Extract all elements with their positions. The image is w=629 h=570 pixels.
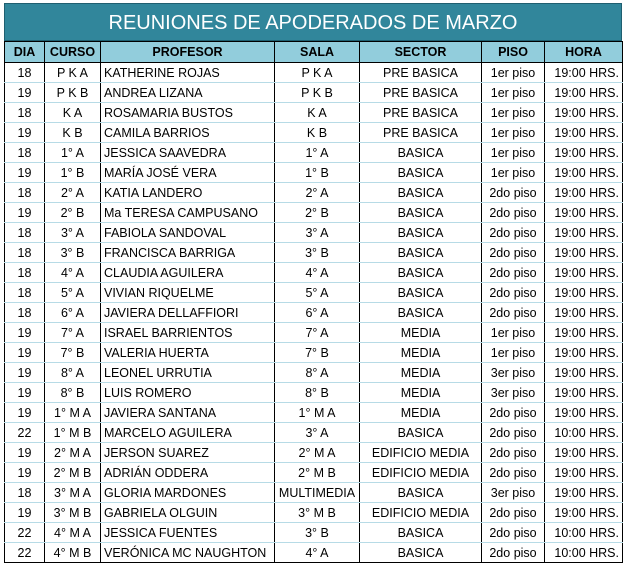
cell-hora: 19:00 HRS.: [545, 483, 623, 503]
cell-hora: 19:00 HRS.: [545, 163, 623, 183]
cell-curso: 2° M B: [45, 463, 101, 483]
cell-sala: K B: [275, 123, 360, 143]
cell-dia: 19: [5, 203, 45, 223]
cell-hora: 19:00 HRS.: [545, 243, 623, 263]
cell-sala: 8° A: [275, 363, 360, 383]
table-row: [5, 143, 623, 163]
cell-piso: 2do piso: [482, 243, 545, 263]
cell-sector: PRE BASICA: [360, 103, 482, 123]
cell-sala: 4° A: [275, 263, 360, 283]
cell-piso: 2do piso: [482, 463, 545, 483]
cell-profesor: JAVIERA DELLAFFIORI: [101, 303, 275, 323]
cell-dia: 19: [5, 403, 45, 423]
table-row: [5, 203, 623, 223]
cell-profesor: VIVIAN RIQUELME: [101, 283, 275, 303]
table-row: [5, 183, 623, 203]
column-header-hora: HORA: [545, 42, 623, 63]
cell-sector: BASICA: [360, 243, 482, 263]
cell-hora: 19:00 HRS.: [545, 403, 623, 423]
cell-piso: 1er piso: [482, 103, 545, 123]
cell-dia: 22: [5, 543, 45, 563]
cell-dia: 19: [5, 383, 45, 403]
cell-sector: BASICA: [360, 523, 482, 543]
cell-curso: 1° A: [45, 143, 101, 163]
cell-dia: 18: [5, 303, 45, 323]
cell-sector: BASICA: [360, 143, 482, 163]
cell-sala: 2° A: [275, 183, 360, 203]
cell-hora: 19:00 HRS.: [545, 363, 623, 383]
cell-sala: 2° M B: [275, 463, 360, 483]
cell-curso: 4° M A: [45, 523, 101, 543]
cell-piso: 3er piso: [482, 483, 545, 503]
cell-dia: 19: [5, 123, 45, 143]
cell-sector: BASICA: [360, 543, 482, 563]
cell-sector: MEDIA: [360, 383, 482, 403]
table-row: [5, 63, 623, 83]
cell-profesor: CAMILA BARRIOS: [101, 123, 275, 143]
cell-sector: BASICA: [360, 163, 482, 183]
cell-profesor: LUIS ROMERO: [101, 383, 275, 403]
table-row: [5, 243, 623, 263]
table-row: [5, 403, 623, 423]
table-row: [5, 443, 623, 463]
cell-hora: 19:00 HRS.: [545, 463, 623, 483]
cell-piso: 1er piso: [482, 123, 545, 143]
cell-hora: 19:00 HRS.: [545, 323, 623, 343]
cell-piso: 2do piso: [482, 203, 545, 223]
cell-piso: 2do piso: [482, 423, 545, 443]
cell-sala: P K B: [275, 83, 360, 103]
cell-curso: 3° B: [45, 243, 101, 263]
cell-hora: 19:00 HRS.: [545, 283, 623, 303]
cell-piso: 3er piso: [482, 383, 545, 403]
cell-sector: BASICA: [360, 303, 482, 323]
cell-piso: 2do piso: [482, 283, 545, 303]
column-header-curso: CURSO: [45, 42, 101, 63]
cell-dia: 19: [5, 363, 45, 383]
cell-piso: 2do piso: [482, 443, 545, 463]
column-header-profesor: PROFESOR: [101, 42, 275, 63]
cell-hora: 10:00 HRS.: [545, 523, 623, 543]
cell-sala: 1° M A: [275, 403, 360, 423]
cell-curso: 2° M A: [45, 443, 101, 463]
cell-sala: 2° B: [275, 203, 360, 223]
cell-profesor: FABIOLA SANDOVAL: [101, 223, 275, 243]
cell-curso: 8° A: [45, 363, 101, 383]
cell-profesor: LEONEL URRUTIA: [101, 363, 275, 383]
cell-piso: 1er piso: [482, 83, 545, 103]
cell-sector: BASICA: [360, 183, 482, 203]
cell-sector: EDIFICIO MEDIA: [360, 503, 482, 523]
cell-sala: 3° B: [275, 523, 360, 543]
cell-hora: 10:00 HRS.: [545, 423, 623, 443]
cell-hora: 19:00 HRS.: [545, 443, 623, 463]
cell-curso: 1° M A: [45, 403, 101, 423]
table-row: [5, 483, 623, 503]
column-header-dia: DIA: [5, 42, 45, 63]
cell-curso: 1° M B: [45, 423, 101, 443]
cell-profesor: JESSICA FUENTES: [101, 523, 275, 543]
table-header: [5, 42, 623, 63]
cell-sala: 3° A: [275, 423, 360, 443]
cell-curso: 5° A: [45, 283, 101, 303]
cell-sala: 8° B: [275, 383, 360, 403]
cell-dia: 18: [5, 263, 45, 283]
cell-sala: 5° A: [275, 283, 360, 303]
table-row: [5, 543, 623, 563]
cell-curso: K A: [45, 103, 101, 123]
cell-hora: 19:00 HRS.: [545, 123, 623, 143]
cell-piso: 2do piso: [482, 263, 545, 283]
cell-curso: 3° A: [45, 223, 101, 243]
cell-dia: 22: [5, 523, 45, 543]
cell-profesor: JERSON SUAREZ: [101, 443, 275, 463]
cell-dia: 22: [5, 423, 45, 443]
cell-hora: 19:00 HRS.: [545, 203, 623, 223]
cell-piso: 2do piso: [482, 223, 545, 243]
schedule-table: [4, 41, 623, 563]
table-row: [5, 163, 623, 183]
cell-dia: 19: [5, 163, 45, 183]
cell-dia: 19: [5, 83, 45, 103]
cell-dia: 19: [5, 443, 45, 463]
cell-piso: 1er piso: [482, 63, 545, 83]
cell-dia: 19: [5, 323, 45, 343]
cell-dia: 19: [5, 503, 45, 523]
table-row: [5, 223, 623, 243]
cell-sector: BASICA: [360, 263, 482, 283]
cell-profesor: Ma TERESA CAMPUSANO: [101, 203, 275, 223]
cell-sala: MULTIMEDIA: [275, 483, 360, 503]
cell-sector: BASICA: [360, 203, 482, 223]
cell-piso: 1er piso: [482, 163, 545, 183]
cell-profesor: KATIA LANDERO: [101, 183, 275, 203]
cell-sector: PRE BASICA: [360, 83, 482, 103]
cell-sector: MEDIA: [360, 323, 482, 343]
cell-dia: 18: [5, 283, 45, 303]
cell-sector: MEDIA: [360, 343, 482, 363]
cell-profesor: GABRIELA OLGUIN: [101, 503, 275, 523]
cell-piso: 2do piso: [482, 543, 545, 563]
cell-profesor: ANDREA LIZANA: [101, 83, 275, 103]
cell-sala: 3° A: [275, 223, 360, 243]
cell-piso: 2do piso: [482, 303, 545, 323]
column-header-sala: SALA: [275, 42, 360, 63]
cell-sector: MEDIA: [360, 403, 482, 423]
cell-sala: 6° A: [275, 303, 360, 323]
cell-sala: 1° A: [275, 143, 360, 163]
cell-profesor: MARCELO AGUILERA: [101, 423, 275, 443]
cell-hora: 19:00 HRS.: [545, 383, 623, 403]
cell-dia: 18: [5, 183, 45, 203]
cell-dia: 18: [5, 243, 45, 263]
column-header-sector: SECTOR: [360, 42, 482, 63]
cell-sala: 7° B: [275, 343, 360, 363]
table-row: [5, 303, 623, 323]
cell-profesor: JESSICA SAAVEDRA: [101, 143, 275, 163]
cell-curso: 2° B: [45, 203, 101, 223]
cell-sala: K A: [275, 103, 360, 123]
cell-sala: 7° A: [275, 323, 360, 343]
cell-profesor: VERÓNICA MC NAUGHTON: [101, 543, 275, 563]
column-header-piso: PISO: [482, 42, 545, 63]
cell-piso: 1er piso: [482, 323, 545, 343]
cell-curso: 7° A: [45, 323, 101, 343]
table-row: [5, 523, 623, 543]
cell-hora: 19:00 HRS.: [545, 103, 623, 123]
cell-profesor: FRANCISCA BARRIGA: [101, 243, 275, 263]
cell-piso: 2do piso: [482, 503, 545, 523]
cell-curso: 4° A: [45, 263, 101, 283]
cell-curso: K B: [45, 123, 101, 143]
table-row: [5, 83, 623, 103]
cell-hora: 19:00 HRS.: [545, 303, 623, 323]
table-row: [5, 363, 623, 383]
cell-profesor: VALERIA HUERTA: [101, 343, 275, 363]
table-row: [5, 263, 623, 283]
cell-profesor: KATHERINE ROJAS: [101, 63, 275, 83]
cell-curso: 6° A: [45, 303, 101, 323]
cell-curso: 8° B: [45, 383, 101, 403]
cell-sector: MEDIA: [360, 363, 482, 383]
table-row: [5, 463, 623, 483]
cell-sala: 4° A: [275, 543, 360, 563]
cell-dia: 18: [5, 63, 45, 83]
cell-hora: 19:00 HRS.: [545, 143, 623, 163]
cell-sala: 1° B: [275, 163, 360, 183]
cell-dia: 18: [5, 103, 45, 123]
sheet-title: REUNIONES DE APODERADOS DE MARZO: [4, 3, 622, 41]
table-row: [5, 323, 623, 343]
cell-dia: 18: [5, 143, 45, 163]
cell-dia: 18: [5, 483, 45, 503]
cell-dia: 19: [5, 463, 45, 483]
cell-sala: 3° M B: [275, 503, 360, 523]
cell-profesor: JAVIERA SANTANA: [101, 403, 275, 423]
cell-sector: EDIFICIO MEDIA: [360, 443, 482, 463]
cell-sector: BASICA: [360, 223, 482, 243]
cell-sector: BASICA: [360, 483, 482, 503]
table-row: [5, 103, 623, 123]
cell-hora: 19:00 HRS.: [545, 63, 623, 83]
cell-profesor: GLORIA MARDONES: [101, 483, 275, 503]
cell-piso: 2do piso: [482, 523, 545, 543]
table-row: [5, 423, 623, 443]
cell-profesor: CLAUDIA AGUILERA: [101, 263, 275, 283]
cell-piso: 2do piso: [482, 183, 545, 203]
cell-curso: P K A: [45, 63, 101, 83]
cell-hora: 19:00 HRS.: [545, 83, 623, 103]
cell-profesor: ADRIÁN ODDERA: [101, 463, 275, 483]
cell-sector: BASICA: [360, 283, 482, 303]
cell-curso: 3° M B: [45, 503, 101, 523]
cell-sector: PRE BASICA: [360, 63, 482, 83]
cell-profesor: MARÍA JOSÉ VERA: [101, 163, 275, 183]
cell-curso: 1° B: [45, 163, 101, 183]
table-row: [5, 503, 623, 523]
cell-hora: 19:00 HRS.: [545, 343, 623, 363]
cell-sector: EDIFICIO MEDIA: [360, 463, 482, 483]
cell-hora: 19:00 HRS.: [545, 183, 623, 203]
cell-sector: PRE BASICA: [360, 123, 482, 143]
cell-hora: 10:00 HRS.: [545, 543, 623, 563]
cell-sala: 3° B: [275, 243, 360, 263]
cell-curso: 7° B: [45, 343, 101, 363]
cell-curso: 3° M A: [45, 483, 101, 503]
cell-sala: 2° M A: [275, 443, 360, 463]
cell-hora: 19:00 HRS.: [545, 263, 623, 283]
cell-curso: P K B: [45, 83, 101, 103]
cell-sector: BASICA: [360, 423, 482, 443]
header-row: [5, 42, 623, 63]
cell-curso: 4° M B: [45, 543, 101, 563]
cell-curso: 2° A: [45, 183, 101, 203]
cell-piso: 1er piso: [482, 143, 545, 163]
table-row: [5, 383, 623, 403]
cell-sala: P K A: [275, 63, 360, 83]
cell-piso: 2do piso: [482, 403, 545, 423]
cell-profesor: ISRAEL BARRIENTOS: [101, 323, 275, 343]
cell-hora: 19:00 HRS.: [545, 503, 623, 523]
cell-dia: 19: [5, 343, 45, 363]
cell-profesor: ROSAMARIA BUSTOS: [101, 103, 275, 123]
table-row: [5, 343, 623, 363]
cell-dia: 18: [5, 223, 45, 243]
cell-piso: 1er piso: [482, 343, 545, 363]
table-body: [5, 63, 623, 563]
cell-hora: 19:00 HRS.: [545, 223, 623, 243]
schedule-sheet: [4, 3, 622, 563]
cell-piso: 3er piso: [482, 363, 545, 383]
table-row: [5, 123, 623, 143]
table-row: [5, 283, 623, 303]
